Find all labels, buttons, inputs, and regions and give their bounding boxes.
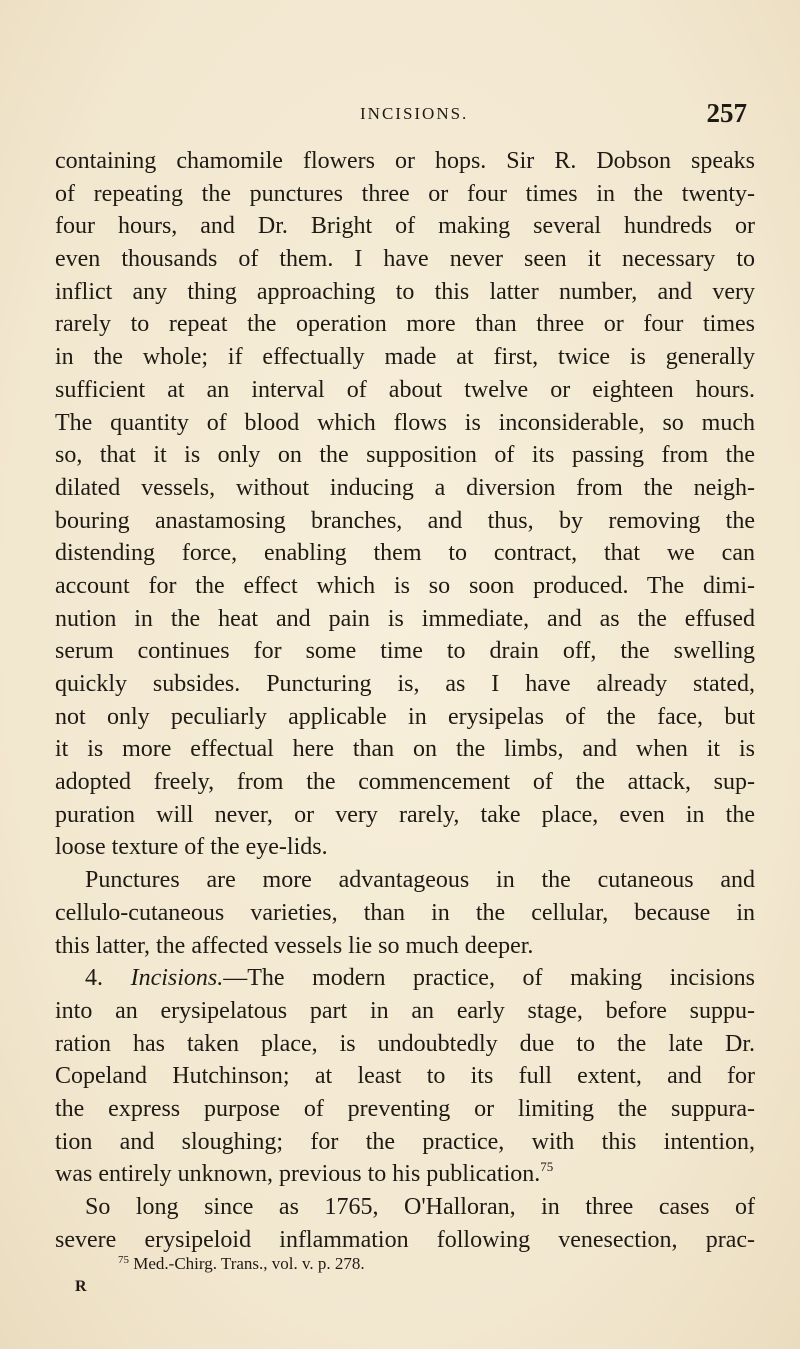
running-head — [40, 98, 760, 134]
text-line: quickly subsides. Puncturing is, as I have already stated, — [55, 671, 755, 697]
section-number: 4. — [85, 965, 103, 992]
text-line: adopted freely, from the commencement of the attack, sup- — [55, 769, 755, 796]
text-line: loose texture of the eye-lids. — [55, 834, 328, 861]
text-line: Copeland Hutchinson; at least to its full extent, and for — [55, 1063, 755, 1090]
footnote-text: Med.-Chirg. Trans., vol. v. p. 278. — [133, 1254, 365, 1273]
footnote — [118, 1253, 365, 1275]
text-line: nution in the heat and pain is immediate, and as the effused — [55, 605, 755, 632]
text-line: inflict any thing approaching to this latter number, and very — [55, 278, 755, 305]
text-line: puration will never, or very rarely, take place, even in the — [55, 801, 755, 828]
publication-text: was entirely unknown, previous to his publication. — [55, 1161, 541, 1188]
publication-line — [55, 1158, 755, 1191]
text-line: serum continues for some time to drain off, the swelling — [55, 638, 755, 665]
body-text — [55, 145, 755, 1256]
text-line: tion and sloughing; for the practice, with this intention, — [55, 1128, 755, 1155]
text-line: it is more effectual here than on the limbs, and when it is — [55, 736, 755, 763]
text-line: The quantity of blood which flows is inconsiderable, so much — [55, 409, 755, 436]
text-line: bouring anastamosing branches, and thus, by removing the — [55, 507, 755, 534]
section-heading-text: —The modern practice, of making incisions — [223, 965, 755, 992]
running-head-title: INCISIONS. — [360, 104, 469, 123]
section-heading: Incisions. — [130, 965, 224, 992]
text-line: dilated vessels, without inducing a diversion from the neigh- — [55, 474, 755, 501]
footnote-reference: 75 — [540, 1159, 554, 1175]
text-line: not only peculiarly applicable in erysipelas of the face, but — [55, 703, 755, 730]
signature-mark: R — [75, 1278, 87, 1295]
text-line: distending force, enabling them to contract, that we can — [55, 540, 755, 567]
text-line: so, that it is only on the supposition of its passing from the — [55, 442, 755, 469]
text-line: severe erysipeloid inflammation following venesection, prac- — [55, 1226, 755, 1253]
text-line: sufficient at an interval of about twelve or eighteen hours. — [55, 376, 755, 403]
text-line: containing chamomile flowers or hops. Sir R. Dobson speaks — [55, 148, 755, 174]
text-line: ration has taken place, is undoubtedly due to the late Dr. — [55, 1030, 755, 1057]
text-line: So long since as 1765, O'Halloran, in three cases of — [85, 1194, 755, 1220]
page-number: 257 — [706, 98, 747, 128]
text-line: rarely to repeat the operation more than three or four times — [55, 311, 755, 338]
text-line: into an erysipelatous part in an early stage, before suppu- — [55, 997, 755, 1024]
text-line: in the whole; if effectually made at first, twice is generally — [55, 344, 755, 371]
text-line: cellulo-cutaneous varieties, than in the cellular, because in — [55, 899, 755, 926]
text-line: even thousands of them. I have never seen it necessary to — [55, 246, 755, 273]
text-line: the express purpose of preventing or limiting the suppura- — [55, 1095, 755, 1122]
text-line: of repeating the punctures three or four times in the twenty- — [55, 180, 755, 207]
section-heading-line — [55, 962, 755, 995]
footnote-marker: 75 — [118, 1254, 129, 1266]
text-line: this latter, the affected vessels lie so much deeper. — [55, 932, 534, 959]
text-line: Punctures are more advantageous in the cutaneous and — [85, 867, 755, 894]
text-line: account for the effect which is so soon produced. The dimi- — [55, 572, 755, 599]
text-line: four hours, and Dr. Bright of making several hundreds or — [55, 213, 755, 240]
